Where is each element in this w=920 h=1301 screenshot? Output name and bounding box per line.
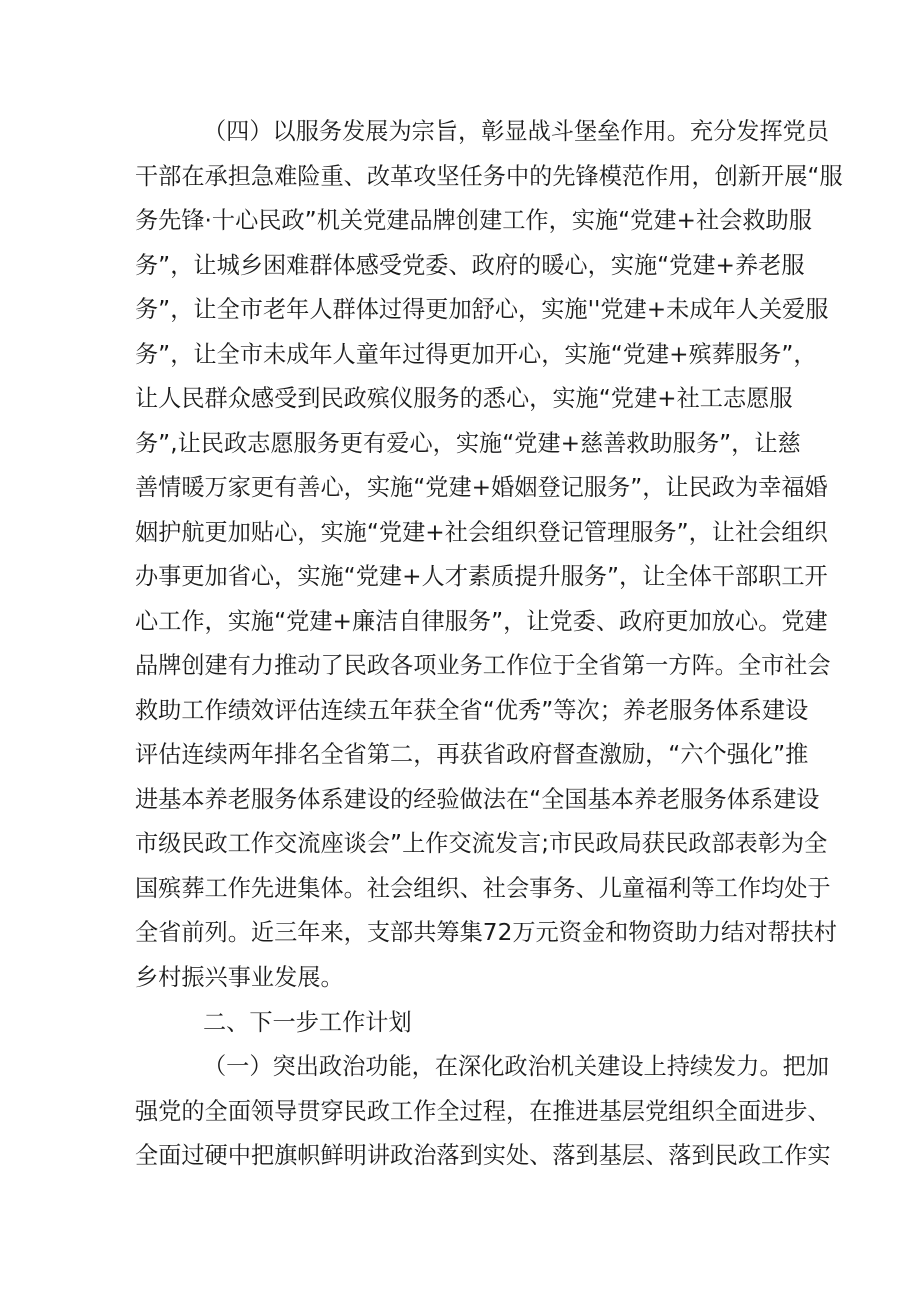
paragraph-4-line-14: 救助工作绩效评估连续五年获全省“优秀”等次；养老服务体系建设 — [135, 697, 809, 724]
paragraph-4-line-13: 品牌创建有力推动了民政各项业务工作位于全省第一方阵。全市社会 — [135, 652, 831, 679]
paragraph-4-line-9: 善情暖万家更有善心，实施“党建+婚姻登记服务”，让民政为幸福婚 — [135, 474, 828, 501]
paragraph-4-line-3: 务先锋·十心民政”机关党建品牌创建工作，实施“党建+社会救助服 — [135, 207, 812, 234]
paragraph-4-line-5: 务”，让全市老年人群体过得更加舒心，实施''党建+未成年人关爱服 — [135, 296, 829, 323]
paragraph-next-1-line-1: （一）突出政治功能，在深化政治机关建设上持续发力。把加 — [203, 1053, 830, 1080]
paragraph-4-line-1: （四）以服务发展为宗旨，彰显战斗堡垒作用。充分发挥党员 — [203, 118, 830, 145]
paragraph-4-line-4: 务”，让城乡困难群体感受党委、政府的暖心，实施“党建+养老服 — [135, 252, 805, 279]
paragraph-4-line-11: 办事更加省心，实施“党建+人才素质提升服务”，让全体干部职工开 — [135, 563, 828, 590]
paragraph-4-line-19: 全省前列。近三年来，支部共筹集72万元资金和物资助力结对帮扶村 — [135, 919, 837, 946]
paragraph-4-line-7: 让人民群众感受到民政殡仪服务的悉心，实施“党建+社工志愿服 — [135, 385, 793, 412]
paragraph-4-line-20: 乡村振兴事业发展。 — [135, 964, 344, 991]
paragraph-4-line-12: 心工作，实施“党建+廉洁自律服务”，让党委、政府更加放心。党建 — [135, 608, 828, 635]
paragraph-next-1-line-3: 全面过硬中把旗帜鲜明讲政治落到实处、落到基层、落到民政工作实 — [135, 1142, 831, 1169]
paragraph-4-line-16: 进基本养老服务体系建设的经验做法在“全国基本养老服务体系建设 — [135, 786, 820, 813]
paragraph-4-line-2: 干部在承担急难险重、改革攻坚任务中的先锋模范作用，创新开展“服 — [135, 163, 843, 190]
paragraph-next-1-line-2: 强党的全面领导贯穿民政工作全过程，在推进基层党组织全面进步、 — [135, 1098, 831, 1125]
paragraph-4-line-8: 务”,让民政志愿服务更有爱心，实施“党建+慈善救助服务”，让慈 — [135, 430, 801, 457]
paragraph-4-line-10: 姻护航更加贴心，实施“党建+社会组织登记管理服务”，让社会组织 — [135, 519, 828, 546]
paragraph-4-line-18: 国殡葬工作先进集体。社会组织、社会事务、儿童福利等工作均处于 — [135, 875, 831, 902]
section-heading: 二、下一步工作计划 — [203, 1009, 412, 1036]
paragraph-4-line-6: 务”，让全市未成年人童年过得更加开心，实施“党建+殡葬服务”， — [135, 341, 817, 368]
paragraph-4-line-17: 市级民政工作交流座谈会”上作交流发言;市民政局获民政部表彰为全 — [135, 830, 828, 857]
paragraph-4-line-15: 评估连续两年排名全省第二，再获省政府督查激励，“六个强化”推 — [135, 741, 809, 768]
